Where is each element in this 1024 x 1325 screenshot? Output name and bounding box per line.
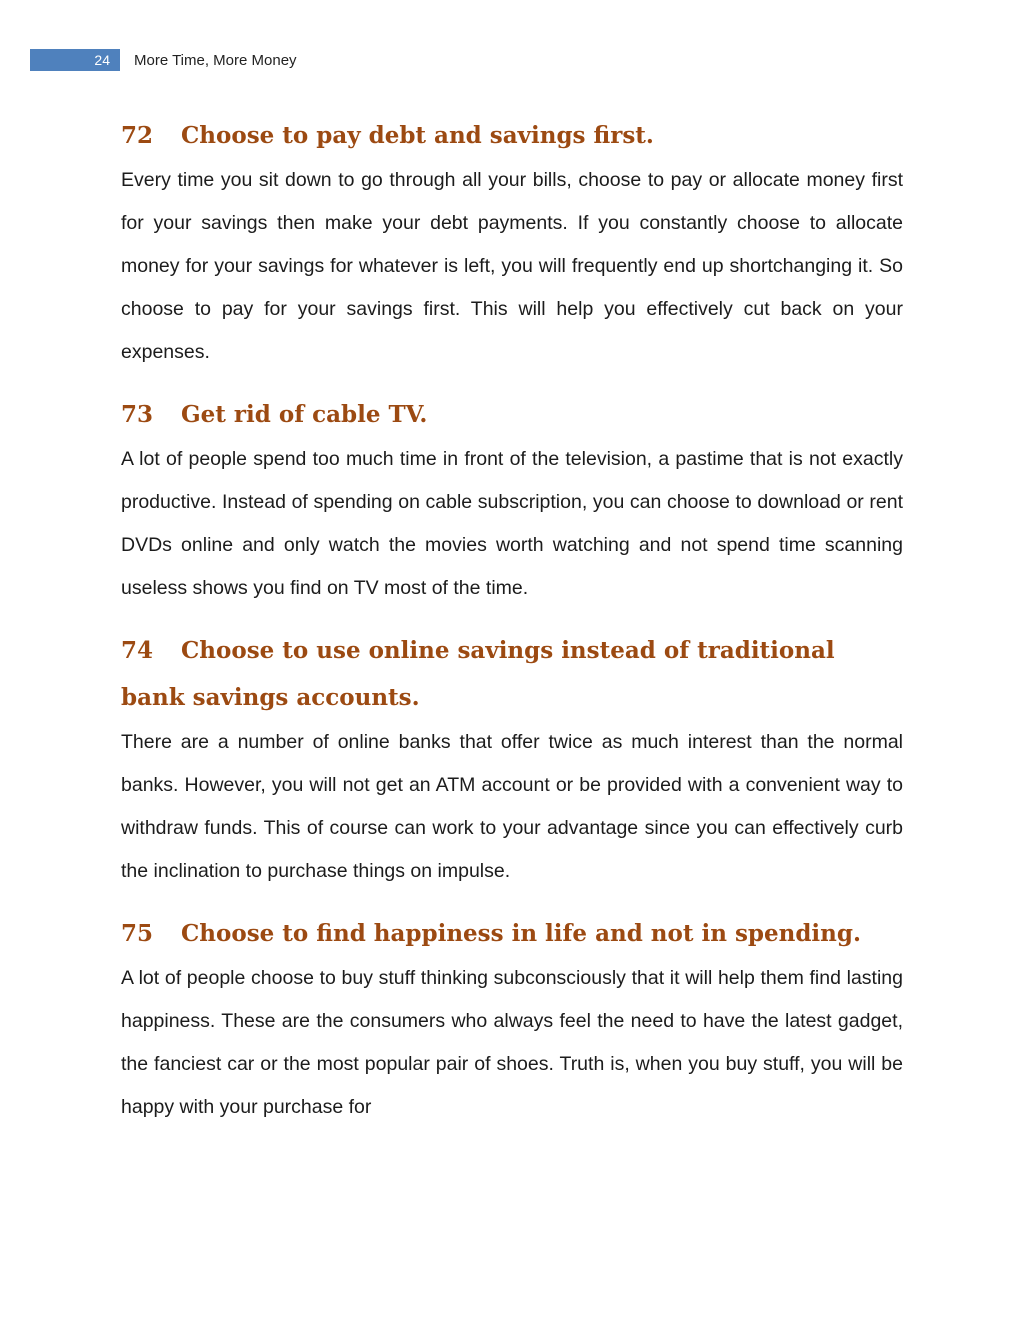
running-title: More Time, More Money [134, 51, 297, 69]
section-body: There are a number of online banks that offer twice as much interest than the normal banks. However, you will not get an ATM account or be provided with a convenient way to withdraw funds. This of course can work to your advantage since you can effectively curb the inclination to purchase things on impulse. [121, 731, 903, 882]
page-content [121, 112, 903, 1129]
section-title: Get rid of cable TV. [181, 401, 428, 428]
section-73 [121, 391, 903, 610]
page-number: 24 [30, 49, 120, 71]
section-72 [121, 112, 903, 374]
section-heading [121, 627, 903, 721]
section-heading [121, 910, 903, 957]
section-body: A lot of people choose to buy stuff thinking subconsciously that it will help them find lasting happiness. These are the consumers who always feel the need to have the latest gadget, the fanciest car or the most popular pair of shoes. Truth is, when you buy stuff, you will be happy with your purchase for [121, 967, 903, 1118]
section-number: 73 [121, 401, 154, 428]
section-number: 74 [121, 637, 154, 664]
section-heading [121, 112, 903, 159]
section-number: 72 [121, 122, 154, 149]
section-title: Choose to pay debt and savings first. [181, 122, 654, 149]
section-title: Choose to use online savings instead of traditional bank savings accounts. [121, 637, 835, 711]
section-title: Choose to find happiness in life and not in spending. [181, 920, 861, 947]
section-body: A lot of people spend too much time in front of the television, a pastime that is not exactly productive. Instead of spending on cable subscription, you can choose to download or rent DVDs online and only watch the movies worth watching and not spend time scanning useless shows you find on TV most of the time. [121, 448, 903, 599]
section-heading [121, 391, 903, 438]
page-header [30, 49, 297, 71]
section-number: 75 [121, 920, 154, 947]
section-74 [121, 627, 903, 893]
section-body: Every time you sit down to go through all your bills, choose to pay or allocate money first for your savings then make your debt payments. If you constantly choose to allocate money for your savings for whatever is left, you will frequently end up shortchanging it. So choose to pay for your savings first. This will help you effectively cut back on your expenses. [121, 169, 903, 363]
section-75 [121, 910, 903, 1129]
